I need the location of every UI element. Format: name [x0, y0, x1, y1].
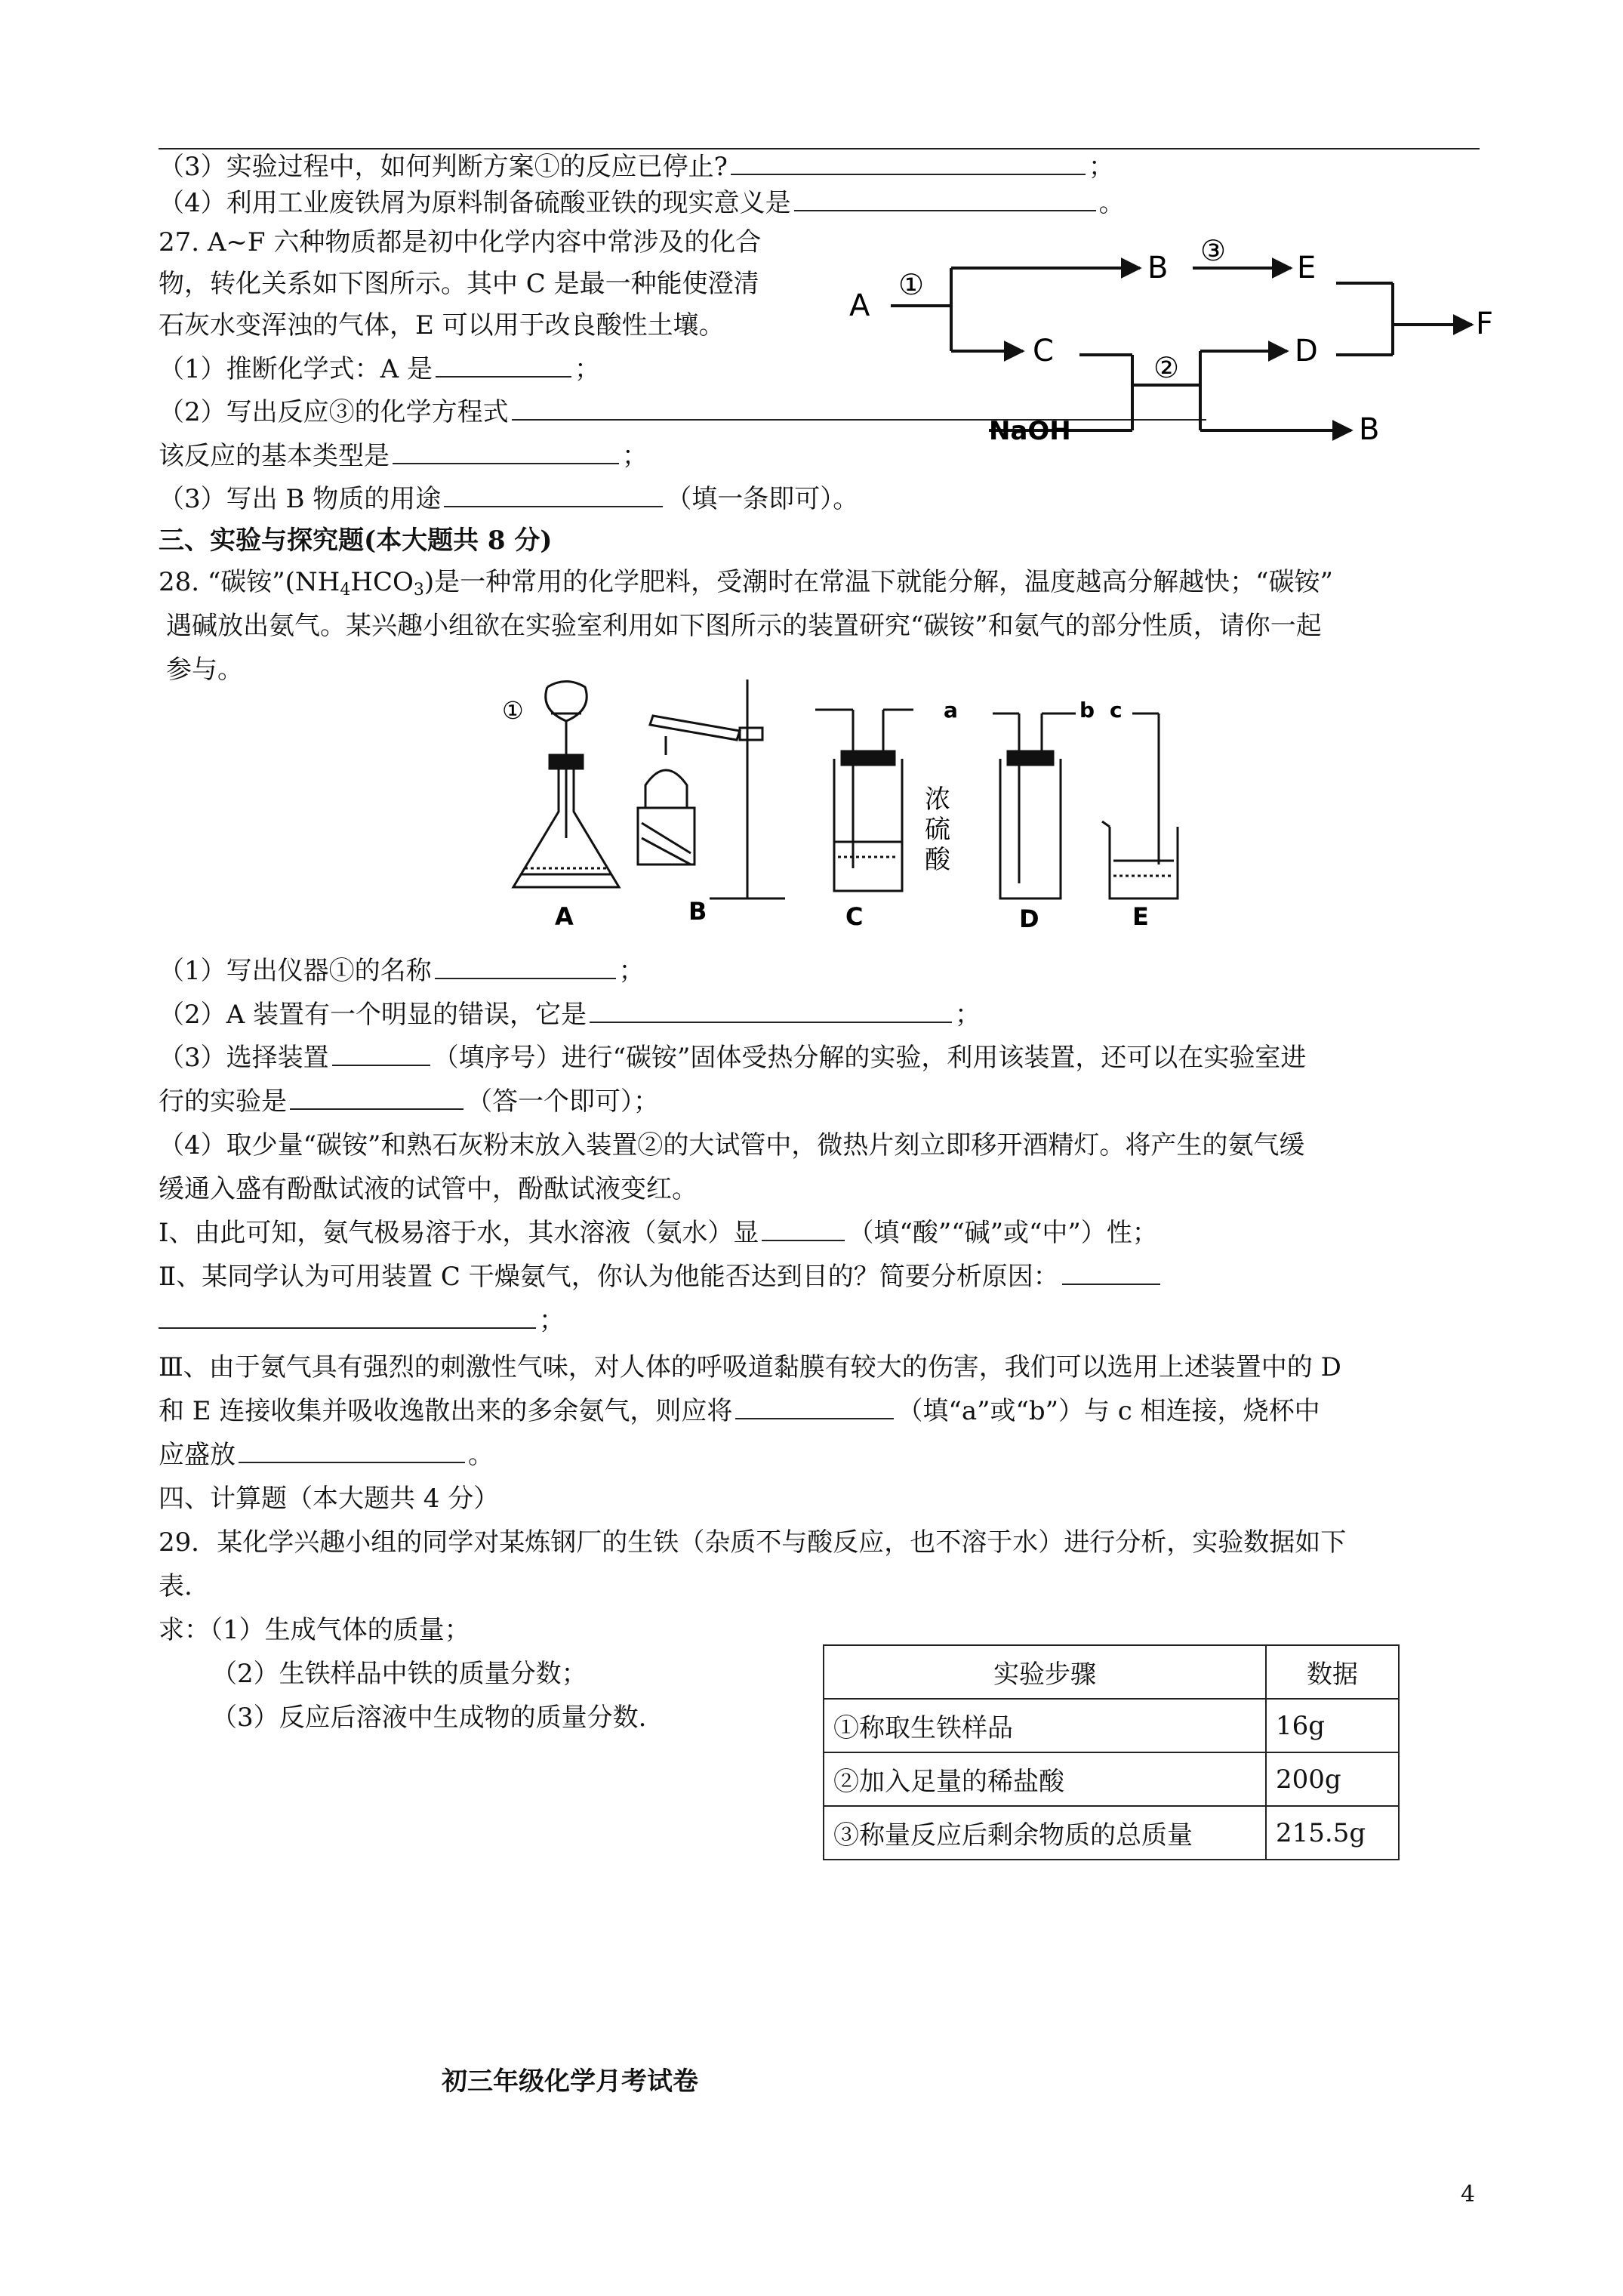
q28-item-2-cont: ；	[159, 1305, 565, 1337]
answer-blank[interactable]	[794, 187, 1096, 211]
q28-part3-b: 行的实验是 （答一个即可）；	[159, 1086, 659, 1117]
q29-intro-1: 29．某化学兴趣小组的同学对某炼钢厂的生铁（杂质不与酸反应，也不溶于水）进行分析，实验数据如下	[159, 1527, 1347, 1558]
footer-exam-title: 初三年级化学月考试卷	[442, 2066, 698, 2097]
label-e: E	[1132, 902, 1149, 931]
tube-a-label: a	[944, 698, 958, 723]
node-e: E	[1297, 251, 1317, 285]
apparatus-a	[513, 682, 619, 888]
answer-blank[interactable]	[332, 1042, 430, 1066]
answer-blank[interactable]	[159, 1305, 536, 1329]
q27-part2b: 该反应的基本类型是 ；	[159, 441, 648, 471]
q29-intro-2: 表.	[159, 1571, 192, 1601]
q28-part1: （1）写出仪器①的名称 ；	[159, 956, 645, 986]
node-c: C	[1033, 334, 1054, 368]
answer-blank[interactable]	[762, 1217, 845, 1241]
q28-part3-a: （3）选择装置 （填序号）进行“碳铵”固体受热分解的实验，利用该装置，还可以在实验室进	[159, 1043, 1307, 1073]
q29-ask-1: 求：（1）生成气体的质量；	[159, 1615, 470, 1645]
q29-ask-2: （2）生铁样品中铁的质量分数；	[211, 1659, 587, 1689]
table-header-cell: 实验步骤	[824, 1645, 1266, 1699]
answer-blank[interactable]	[393, 440, 619, 464]
q28-item-2: Ⅱ、某同学认为可用装置 C 干燥氨气，你认为他能否达到目的？简要分析原因：	[159, 1261, 1163, 1293]
table-header-row	[824, 1645, 1399, 1699]
answer-blank[interactable]	[290, 1086, 463, 1110]
q27-transformation-diagram	[838, 219, 1502, 468]
apparatus-d	[993, 713, 1076, 898]
table-row	[824, 1806, 1399, 1860]
table-cell: ③称量反应后剩余物质的总质量	[824, 1806, 1266, 1860]
label-b: B	[688, 897, 707, 926]
q28-item-3-b: 和 E 连接收集并吸收逸散出来的多余氨气，则应将 （填“a”或“b”）与 c 相连接，烧杯中	[159, 1396, 1320, 1426]
answer-blank[interactable]	[590, 999, 952, 1023]
q26-part4: （4）利用工业废铁屑为原料制备硫酸亚铁的现实意义是 。	[159, 188, 1125, 218]
acid-label-1: 浓	[925, 784, 950, 815]
node-d: D	[1295, 334, 1318, 368]
answer-blank[interactable]	[435, 955, 616, 979]
answer-blank[interactable]	[444, 483, 663, 507]
q28-item-3-c: 应盛放 。	[159, 1440, 494, 1470]
reaction-3-label: ③	[1200, 234, 1227, 267]
answer-blank[interactable]	[731, 151, 1086, 175]
page-number: 4	[1461, 2181, 1476, 2208]
node-b: B	[1147, 251, 1169, 285]
q26-part3: （3）实验过程中，如何判断方案①的反应已停止? ；	[159, 152, 1114, 182]
q29-data-table	[823, 1644, 1400, 1860]
q28-intro-3: 参与。	[166, 655, 243, 685]
q28-apparatus-figure	[491, 680, 1283, 936]
tube-c-label: c	[1110, 698, 1123, 723]
q27-intro-1: 27. A~F 六种物质都是初中化学内容中常涉及的化合	[159, 227, 762, 257]
table-row	[824, 1699, 1399, 1752]
section-3-heading: 三、实验与探究题(本大题共 8 分)	[159, 525, 553, 556]
table-header-cell: 数据	[1266, 1645, 1399, 1699]
table-cell: 200g	[1266, 1752, 1399, 1806]
instrument-1-label: ①	[502, 696, 524, 725]
q27-part2: （2）写出反应③的化学方程式	[159, 396, 1209, 429]
node-a: A	[849, 288, 870, 323]
table-cell: ①称取生铁样品	[824, 1699, 1266, 1752]
section-4-heading: 四、计算题（本大题共 4 分）	[159, 1484, 500, 1514]
top-rule	[159, 148, 1480, 149]
answer-blank[interactable]	[1062, 1261, 1160, 1285]
node-f: F	[1476, 307, 1494, 341]
reaction-1-label: ①	[898, 268, 925, 301]
q27-intro-3: 石灰水变浑浊的气体，E 可以用于改良酸性土壤。	[159, 310, 725, 341]
answer-blank[interactable]	[735, 1395, 894, 1419]
q28-item-1: Ⅰ、由此可知，氨气极易溶于水，其水溶液（氨水）显 （填“酸”“碱”或“中”）性；	[159, 1218, 1158, 1248]
table-cell: 215.5g	[1266, 1806, 1399, 1860]
q28-part4-a: （4）取少量“碳铵”和熟石灰粉末放入装置②的大试管中，微热片刻立即移开酒精灯。将产生的氨气缓	[159, 1130, 1305, 1160]
label-a: A	[555, 902, 574, 931]
reaction-2-label: ②	[1153, 351, 1180, 384]
naoh-label: NaOH	[989, 416, 1071, 446]
q27-part1: （1）推断化学式：A 是 ；	[159, 354, 600, 384]
q27-intro-2: 物，转化关系如下图所示。其中 C 是最一种能使澄清	[159, 269, 759, 299]
node-b-lower: B	[1359, 412, 1380, 447]
table-cell: 16g	[1266, 1699, 1399, 1752]
answer-blank[interactable]	[436, 353, 571, 378]
table-cell: ②加入足量的稀盐酸	[824, 1752, 1266, 1806]
apparatus-e	[1102, 713, 1178, 898]
tube-b-label: b	[1079, 698, 1095, 723]
q28-item-3-a: Ⅲ、由于氨气具有强烈的刺激性气味，对人体的呼吸道黏膜有较大的伤害，我们可以选用上述装置中的 D	[159, 1352, 1341, 1382]
q28-intro-2: 遇碱放出氨气。某兴趣小组欲在实验室利用如下图所示的装置研究“碳铵”和氨气的部分性质，请你一起	[166, 611, 1322, 641]
apparatus-b	[638, 680, 785, 898]
q28-intro-1: 28. “碳铵$”(NH_4HCO_3)$是一种常用的化学肥料，受潮时在常温下就能分解，温度越高分解越快；“碳铵”	[159, 567, 1333, 599]
q28-part4-b: 缓通入盛有酚酞试液的试管中，酚酞试液变红。	[159, 1174, 698, 1204]
table-row	[824, 1752, 1399, 1806]
label-d: D	[1019, 905, 1039, 933]
q27-part3: （3）写出 B 物质的用途 （填一条即可）。	[159, 484, 859, 514]
apparatus-c	[815, 710, 913, 891]
acid-label-3: 酸	[925, 845, 950, 875]
label-c: C	[845, 902, 864, 931]
q28-part2: （2）A 装置有一个明显的错误，它是 ；	[159, 1000, 981, 1030]
q29-ask-3: （3）反应后溶液中生成物的质量分数.	[211, 1703, 647, 1733]
answer-blank[interactable]	[239, 1439, 465, 1463]
acid-label-2: 硫	[925, 815, 950, 845]
